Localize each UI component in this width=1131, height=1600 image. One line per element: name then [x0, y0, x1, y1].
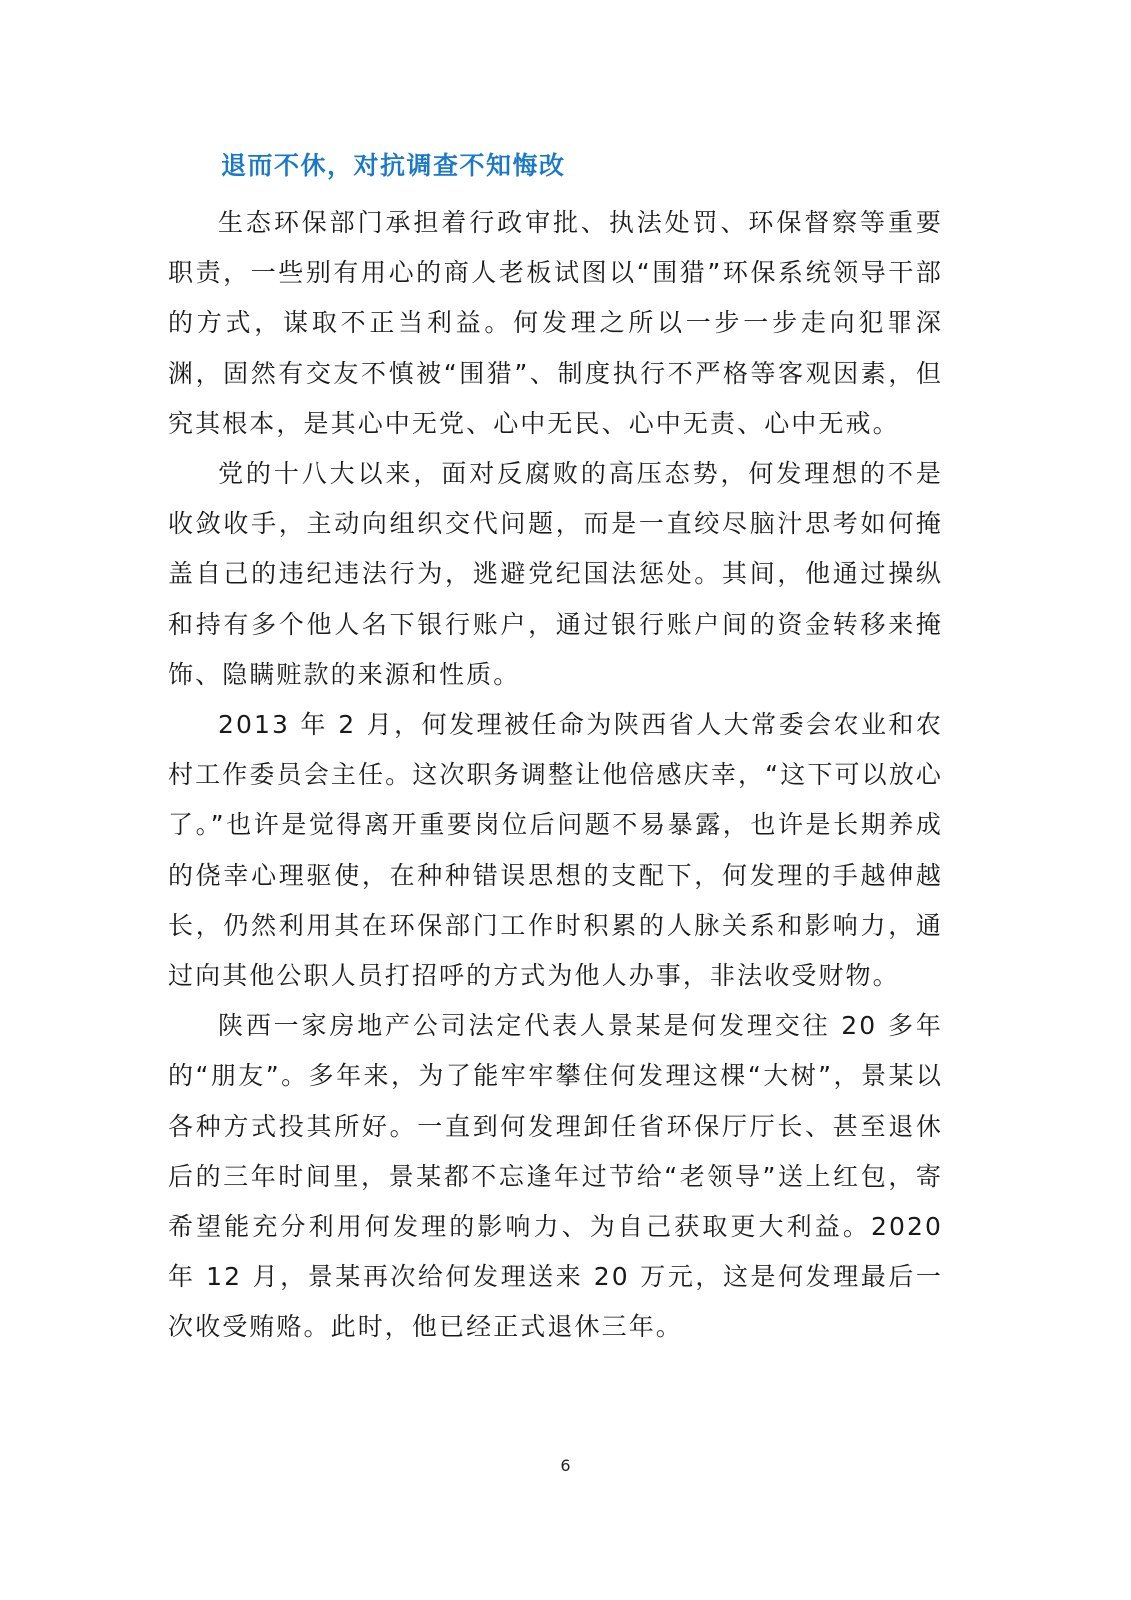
section-heading: 退而不休，对抗调查不知悔改 — [221, 151, 566, 180]
paragraph-3: 2013 年 2 月，何发理被任命为陕西省人大常委会农业和农村工作委员会主任。这次职务调整让他倍感庆幸，“这下可以放心了。”也许是觉得离开重要岗位后问题不易暴露，也许是长期养成的侥幸心理驱使，在种种错误思想的支配下，何发理的手越伸越长，仍然利用其在环保部门工作时积累的人脉关系和影响力，通过向其他公职人员打招呼的方式为他人办事，非法收受财物。 — [168, 710, 943, 991]
document-body — [168, 142, 943, 1353]
paragraph-4: 陕西一家房地产公司法定代表人景某是何发理交往 20 多年的“朋友”。多年来，为了能牢牢攀住何发理这棵“大树”，景某以各种方式投其所好。一直到何发理卸任省环保厅厅长、甚至退休后的三年时间里，景某都不忘逢年过节给“老领导”送上红包，寄希望能充分利用何发理的影响力、为自己获取更大利益。2020 年 12 月，景某再次给何发理送来 20 万元，这是何发理最后一次收受贿赂。此时，他已经正式退休三年。 — [168, 1011, 943, 1342]
paragraph-1: 生态环保部门承担着行政审批、执法处罚、环保督察等重要职责，一些别有用心的商人老板试图以“围猎”环保系统领导干部的方式，谋取不正当利益。何发理之所以一步一步走向犯罪深渊，固然有交友不慎被“围猎”、制度执行不严格等客观因素，但究其根本，是其心中无党、心中无民、心中无责、心中无戒。 — [168, 208, 943, 438]
page-number: 6 — [560, 1456, 571, 1475]
paragraph-2: 党的十八大以来，面对反腐败的高压态势，何发理想的不是收敛收手，主动向组织交代问题，而是一直绞尽脑汁思考如何掩盖自己的违纪违法行为，逃避党纪国法惩处。其间，他通过操纵和持有多个他人名下银行账户，通过银行账户间的资金转移来掩饰、隐瞒赃款的来源和性质。 — [168, 459, 943, 689]
